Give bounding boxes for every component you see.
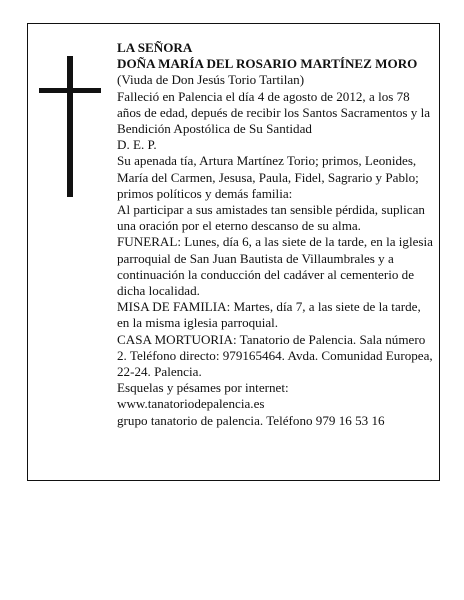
website-link[interactable]: www.tanatoriodepalencia.es xyxy=(117,396,265,412)
internet-label: Esquelas y pésames por internet: xyxy=(117,380,289,396)
prayer-request: Al participar a sus amistades tan sensible pérdida, suplican una oración por el eterno descanso de su alma. xyxy=(117,202,425,234)
widow-of: (Viuda de Don Jesús Torio Tartilan) xyxy=(117,72,305,88)
footer-contact: grupo tanatorio de palencia. Teléfono 979 16 53 16 xyxy=(117,412,385,428)
death-info: Falleció en Palencia el día 4 de agosto de 2012, a los 78 años de edad, depués de recibir los Santos Sacramentos y la Bendición Apostólica de Su Santidad xyxy=(117,88,431,137)
latin-cross-icon xyxy=(28,24,118,204)
rip: D. E. P. xyxy=(117,137,157,153)
cross-horizontal-bar xyxy=(39,88,101,93)
cross-vertical-bar xyxy=(67,56,73,197)
family-list: Su apenada tía, Artura Martínez Torio; primos, Leonides, María del Carmen, Jesusa, Paula, Fidel, Sagrario y Pablo; primos políticos y demás familia: xyxy=(117,153,419,201)
title: LA SEÑORA xyxy=(117,40,193,55)
obituary-text xyxy=(117,40,433,429)
family-mass-info: MISA DE FAMILIA: Martes, día 7, a las siete de la tarde, en la misma iglesia parroquial. xyxy=(117,299,421,331)
deceased-name: DOÑA MARÍA DEL ROSARIO MARTÍNEZ MORO xyxy=(117,56,418,72)
mortuary-info: CASA MORTUORIA: Tanatorio de Palencia. Sala número 2. Teléfono directo: 979165464. Avda. Comunidad Europea, 22-24. Palencia. xyxy=(117,331,433,380)
obituary-frame xyxy=(27,23,440,481)
funeral-info: FUNERAL: Lunes, día 6, a las siete de la tarde, en la iglesia parroquial de San Juan Bautista de Villaumbrales y a continuación la conducción del cadáver al cementerio de dicha localidad. xyxy=(117,234,433,299)
